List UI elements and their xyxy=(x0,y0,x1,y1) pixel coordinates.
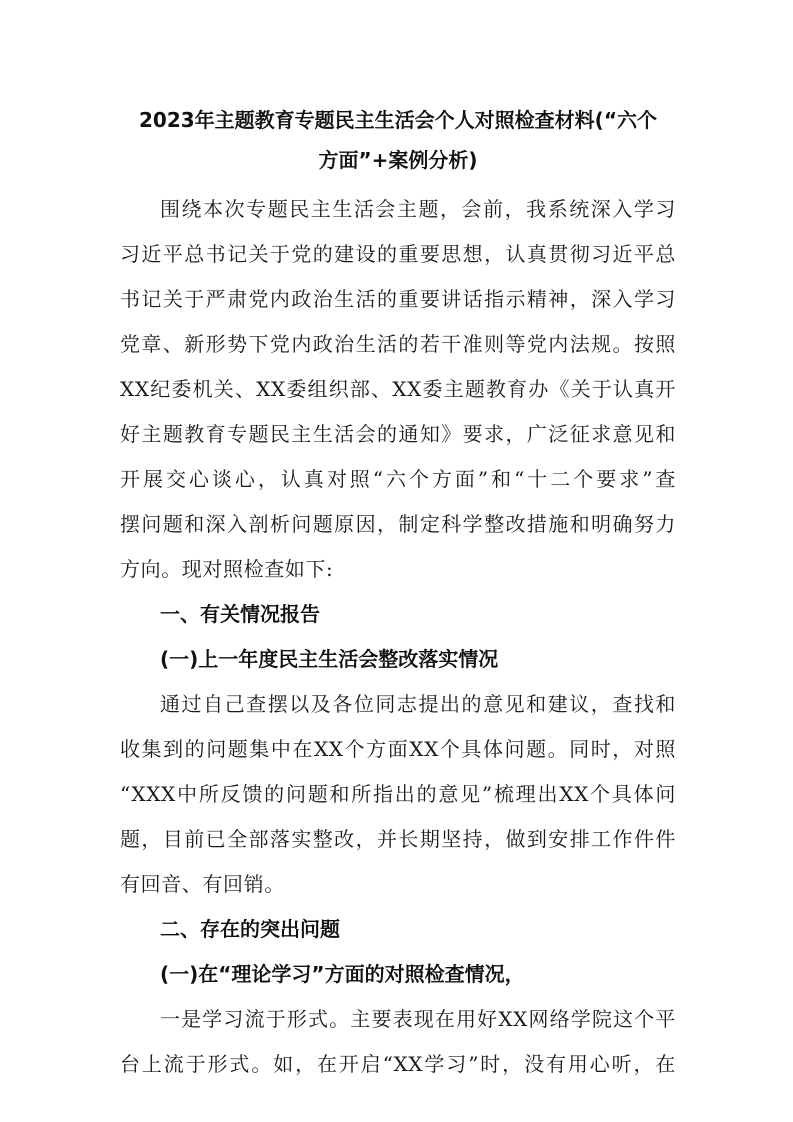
paragraph-line: “XXX中所反馈的问题和所指出的意见”梳理出XX个具体问 xyxy=(120,782,676,806)
paragraph-line: 通过自己查摆以及各位同志提出的意见和建议，查找和 xyxy=(160,692,676,716)
paragraph-line: 收集到的问题集中在XX个方面XX个具体问题。同时，对照 xyxy=(120,737,676,761)
paragraph-line: 有回音、有回销。 xyxy=(120,872,285,896)
section-heading: 二、存在的突出问题 xyxy=(160,917,340,941)
section-heading: 一、有关情况报告 xyxy=(160,602,320,626)
document-title xyxy=(120,100,676,180)
paragraph-line: 题，目前已全部落实整改，并长期坚持，做到安排工作件件 xyxy=(120,827,676,851)
intro-line: 方向。现对照检查如下: xyxy=(120,557,334,581)
intro-line: 书记关于严肃党内政治生活的重要讲话指示精神，深入学习 xyxy=(120,287,676,311)
intro-line: 围绕本次专题民主生活会主题，会前，我系统深入学习 xyxy=(160,197,676,221)
intro-line: 摆问题和深入剖析问题原因，制定科学整改措施和明确努力 xyxy=(120,512,676,536)
title-line-1: 2023年主题教育专题民主生活会个人对照检查材料(“六个 xyxy=(139,108,657,132)
title-line-2: 方面”+案例分析) xyxy=(318,148,478,172)
subsection-heading: (一)在“理论学习”方面的对照检查情况， xyxy=(160,962,525,986)
paragraph-line: 台上流于形式。如，在开启“XX学习”时，没有用心听，在 xyxy=(120,1052,676,1076)
intro-line: 开展交心谈心，认真对照“六个方面”和“十二个要求”查 xyxy=(120,467,676,491)
intro-line: 党章、新形势下党内政治生活的若干准则等党内法规。按照 xyxy=(120,332,676,356)
subsection-heading: (一)上一年度民主生活会整改落实情况 xyxy=(160,647,499,671)
intro-line: 习近平总书记关于党的建设的重要思想，认真贯彻习近平总 xyxy=(120,242,676,266)
intro-line: 好主题教育专题民主生活会的通知》要求，广泛征求意见和 xyxy=(120,422,676,446)
intro-line: XX纪委机关、XX委组织部、XX委主题教育办《关于认真开 xyxy=(120,377,676,401)
paragraph-line: 一是学习流于形式。主要表现在用好XX网络学院这个平 xyxy=(160,1007,676,1031)
